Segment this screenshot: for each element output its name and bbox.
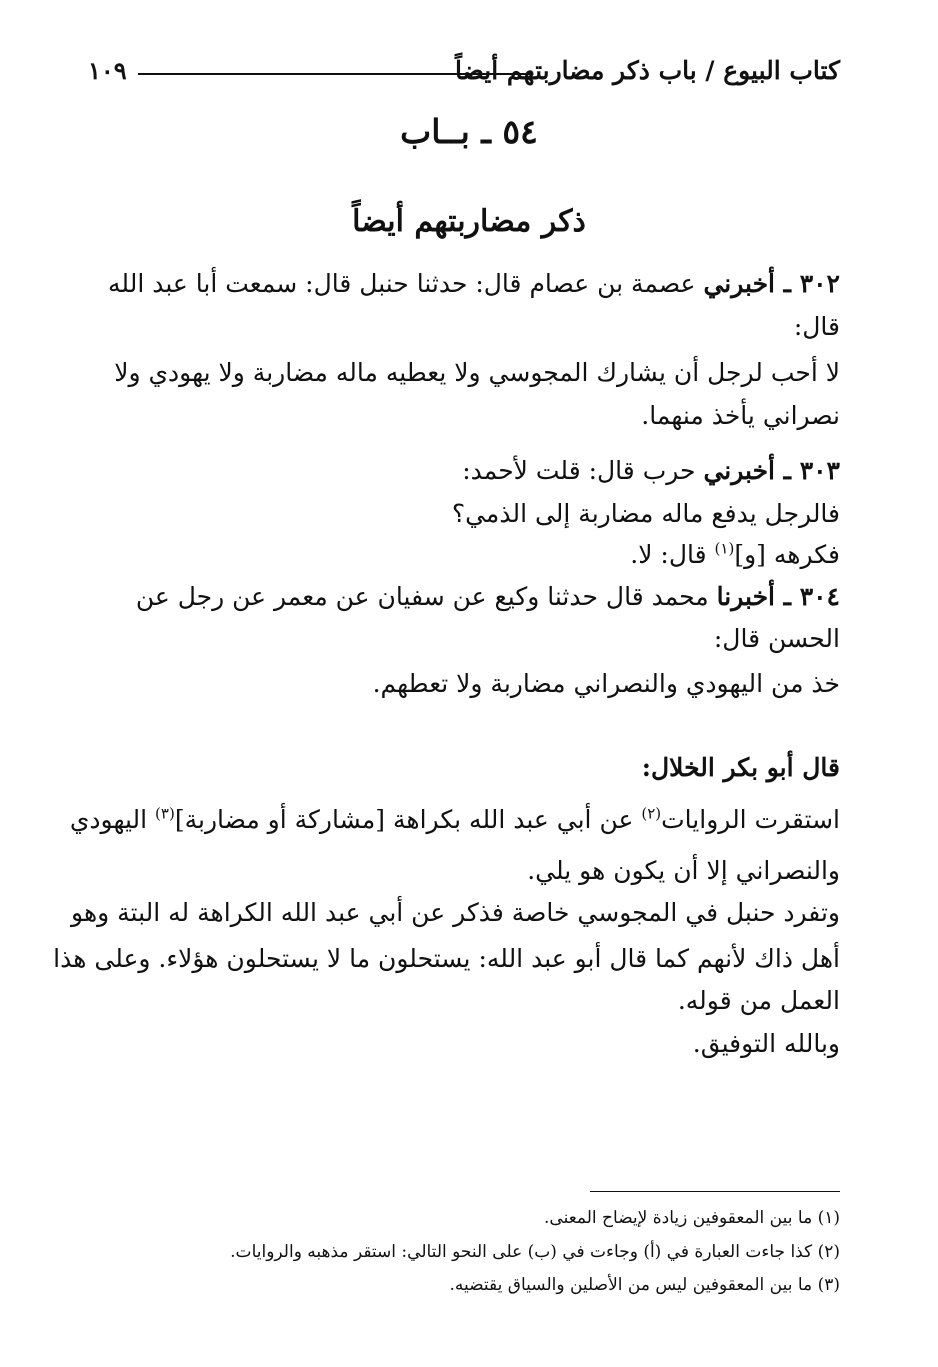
- hadith-number: ٣٠٢ ـ أخبرني: [703, 269, 840, 298]
- footnote: (٣) ما بين المعقوفين ليس من الأصلين والسياق يقتضيه.: [449, 1275, 840, 1295]
- text-line: ٣٠٣ ـ أخبرني حرب قال: قلت لأحمد:: [462, 456, 840, 485]
- header-rule: [138, 73, 533, 75]
- page-number: ١٠٩: [88, 56, 127, 85]
- chapter-heading: ٥٤ ـ بــاب: [400, 112, 538, 151]
- footnote: (١) ما بين المعقوفين زيادة لإيضاح المعنى.: [544, 1208, 840, 1228]
- footnote-marker: (١): [714, 539, 735, 558]
- text-line: ٣٠٤ ـ أخبرنا محمد قال حدثنا وكيع عن سفيان عن معمر عن رجل عن: [135, 582, 840, 611]
- footnote-rule: [590, 1191, 840, 1192]
- text-line: خذ من اليهودي والنصراني مضاربة ولا تعطهم.: [372, 669, 840, 698]
- text-line: نصراني يأخذ منهما.: [641, 401, 840, 430]
- text-line: ٣٠٢ ـ أخبرني عصمة بن عصام قال: حدثنا حنبل قال: سمعت أبا عبد الله: [108, 269, 840, 298]
- footnote: (٢) كذا جاءت العبارة في (أ) وجاءت في (ب) على النحو التالي: استقر مذهبه والروايات.: [230, 1242, 840, 1262]
- footnote-marker: (٣): [155, 804, 175, 823]
- running-header: كتاب البيوع / باب ذكر مضاربتهم أيضاً: [455, 56, 840, 85]
- text-line: فالرجل يدفع ماله مضاربة إلى الذمي؟: [451, 499, 840, 528]
- hadith-number: ٣٠٤ ـ أخبرنا: [716, 582, 840, 611]
- text-line: وتفرد حنبل في المجوسي خاصة فذكر عن أبي عبد الله الكراهة له البتة وهو: [71, 898, 840, 927]
- text-line: أهل ذاك لأنهم كما قال أبو عبد الله: يستحلون ما لا يستحلون هؤلاء. وعلى هذا: [53, 944, 840, 973]
- text-line: لا أحب لرجل أن يشارك المجوسي ولا يعطيه ماله مضاربة ولا يهودي ولا: [114, 358, 840, 387]
- hadith-number: ٣٠٣ ـ أخبرني: [703, 456, 840, 485]
- text-line: العمل من قوله.: [677, 986, 840, 1015]
- text-line: والنصراني إلا أن يكون هو يلي.: [527, 856, 840, 885]
- section-heading: قال أبو بكر الخلال:: [641, 753, 840, 782]
- text-line: استقرت الروايات$^{(٢)}$ عن أبي عبد الله بكراهة [مشاركة أو مضاربة]$^{(٣)}$ اليهودي: [69, 804, 840, 834]
- text-line: قال:: [793, 312, 840, 341]
- text-line: فكرهه [و]$^{(١)}$ قال: لا.: [630, 539, 840, 569]
- footnote-marker: (٢): [641, 804, 662, 823]
- text-line: وبالله التوفيق.: [692, 1029, 840, 1058]
- chapter-subtitle: ذكر مضاربتهم أيضاً: [352, 204, 586, 239]
- text-line: الحسن قال:: [713, 624, 840, 653]
